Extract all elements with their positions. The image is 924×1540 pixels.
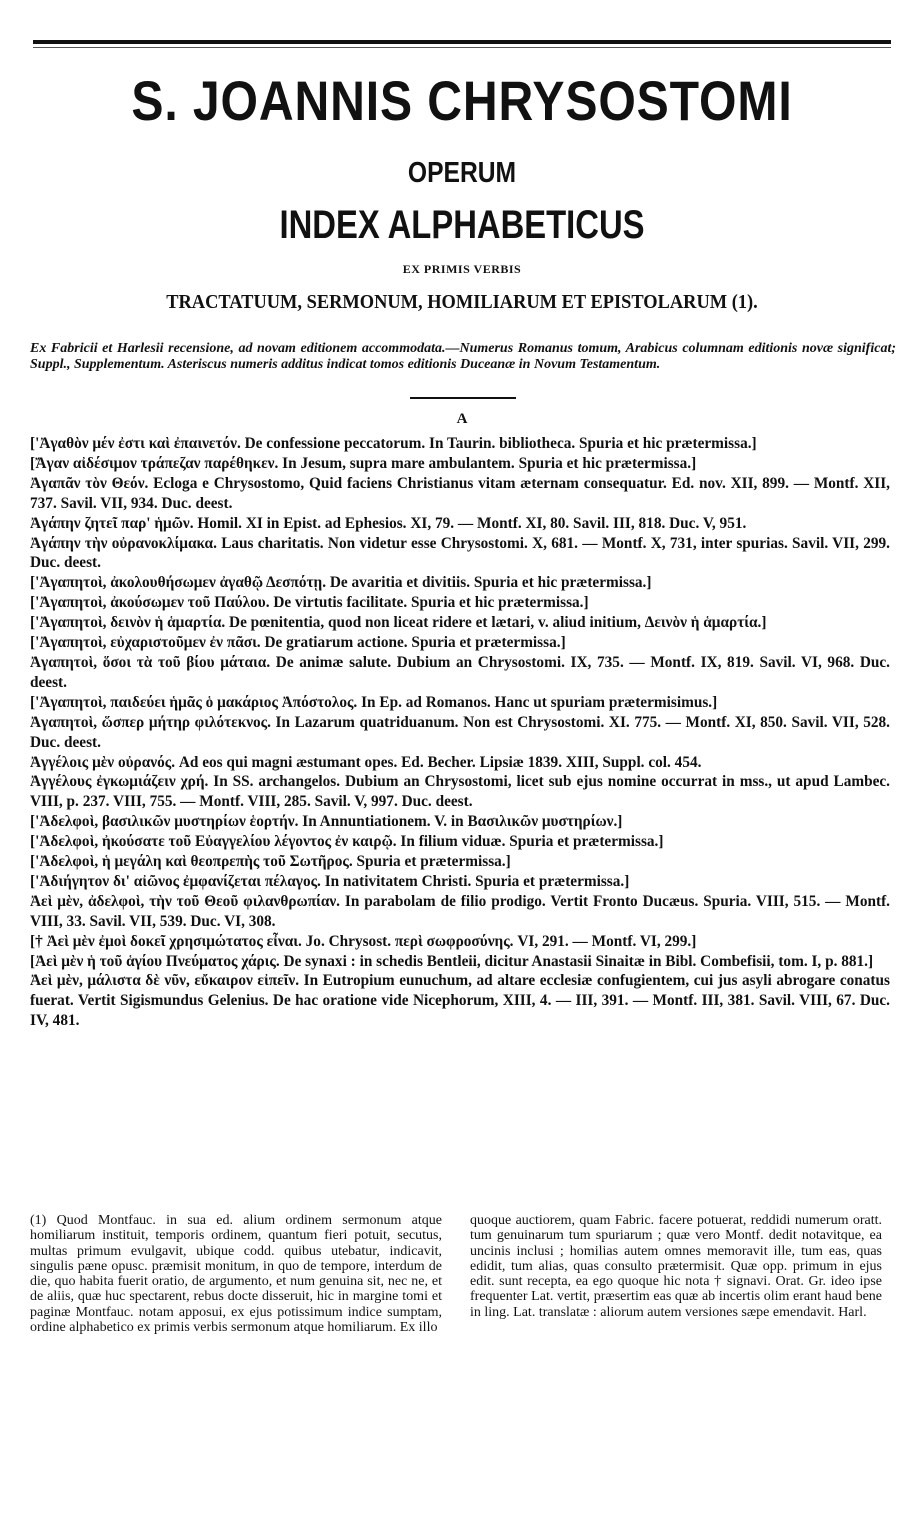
index-entry: ['Ἀδιήγητον δι' αἰῶνος ἐμφανίζεται πέλαγος. In nativitatem Christi. Spuria et prætermissa.] [30, 872, 630, 890]
index-entry: ['Ἀγαπητοὶ, παιδεύει ἡμᾶς ὁ μακάριος Ἀπόστολος. In Ep. ad Romanos. Hanc ut spuriam prætermisimus.] [30, 693, 718, 711]
subtitle-tractatuum: TRACTATUUM, SERMONUM, HOMILIARUM ET EPISTOLARUM (1). [166, 291, 758, 313]
index-entry: [Ἄγαν αἰδέσιμον τράπεζαν παρέθηκεν. In Jesum, supra mare ambulantem. Spuria et hic prætermissa.] [30, 454, 697, 472]
index-entry: ['Ἀδελφοὶ, ἠκούσατε τοῦ Εὐαγγελίου λέγοντος ἐν καιρῷ. In filium viduæ. Spuria et prætermissa.] [30, 833, 664, 851]
index-entry: ['Ἀγαπητοὶ, εὐχαριστοῦμεν ἐν πᾶσι. De gratiarum actione. Spuria et prætermissa.] [30, 634, 566, 652]
subtitle-ex-primis: EX PRIMIS VERBIS [402, 262, 522, 276]
index-entry: ['Ἀγαθὸν μέν ἐστι καὶ ἐπαινετόν. De confessione peccatorum. In Taurin. bibliotheca. Spuria et hic prætermissa.] [30, 435, 757, 452]
index-entry: Ἀγγέλους ἐγκωμιάζειν χρή. In SS. archangelos. Dubium an Chrysostomi, licet sub ejus nomine occurrat in mss., ut apud Lambec. VIII, p. 237. VIII, 755. — Montf. VIII, 285. Savil. V, 997. Duc. deest. [30, 773, 890, 811]
index-entry: Ἀεὶ μὲν, ἀδελφοὶ, τὴν τοῦ Θεοῦ φιλανθρωπίαν. In parabolam de filio prodigo. Vertit Fronto Ducæus. Spuria. VIII, 515. — Montf. VIII, 33. Savil. VII, 539. Duc. VI, 308. [30, 892, 890, 930]
top-rule-thin [33, 47, 891, 48]
main-title: S. JOANNIS CHRYSOSTOMI [131, 69, 793, 132]
index-entry: Ἀγάπην ζητεῖ παρ' ἡμῶν. Homil. XI in Epist. ad Ephesios. XI, 79. — Montf. XI, 80. Savil. III, 818. Duc. V, 951. [30, 514, 747, 532]
index-entry: [† Ἀεὶ μὲν ἐμοὶ δοκεῖ χρησιμώτατος εἶναι. Jo. Chrysost. περὶ σωφροσύνης. VI, 291. — Montf. VI, 299.] [30, 932, 697, 950]
index-entry: ['Ἀδελφοὶ, ἡ μεγάλη καὶ θεοπρεπὴς τοῦ Σωτῆρος. Spuria et prætermissa.] [30, 853, 511, 871]
index-entry: Ἀγγέλοις μὲν οὐρανός. Ad eos qui magni æstumant opes. Ed. Becher. Lipsiæ 1839. XIII, Suppl. col. 454. [30, 753, 702, 771]
footnote-right-column: quoque auctiorem, quam Fabric. facere potuerat, reddidi numerum oratt. tum genuinarum tum spuriarum ; quæ vero Montf. dedit notavitque, ea uncinis inclusi ; homilias autem omnes memoravit ille, tum eas, quas edidit, tum alias, quas consulto prætermisit. Quæ opp. primum in ejus edit. sunt recepta, ea ego quoque hic nota † signavi. Orat. Gr. ideo ipse frequenter Lat. vertit, præsertim eas quæ ab incertis olim erant haud bene in ling. Lat. translatæ : aliorum autem versiones sæpe emendavit. Harl. [470, 1213, 882, 1320]
subtitle-operum: OPERUM [407, 157, 517, 189]
index-entry: ['Ἀγαπητοὶ, ἀκούσωμεν τοῦ Παύλου. De virtutis facilitate. Spuria et hic prætermissa.] [30, 594, 589, 612]
footnote-left-column: (1) Quod Montfauc. in sua ed. alium ordinem sermonum atque homiliarum instituit, temporis ordinem, quantum fieri potuit, secutus, multas primum evulgavit, ubique codd. quibus utebatur, indicavit, singulis pæne opusc. præmisit monitum, in quo de tempore, interdum de die, quo habita fuerit oratio, de argumento, et num genuina sit, nec ne, et de aliis, quæ huc spectarent, rebus docte disseruit, hic in margine tomi et paginæ Montfauc. notam apposui, ex ejus potissimum indice sumptam, ordine alphabetico ex primis verbis sermonum atque homiliarum. Ex illo [30, 1213, 442, 1336]
index-entry: Ἀγαπᾶν τὸν Θεόν. Ecloga e Chrysostomo, Quid faciens Christianus vitam æternam consequatur. Ed. nov. XII, 899. — Montf. XII, 737. Savil. VII, 934. Duc. deest. [30, 474, 890, 512]
index-entries [30, 434, 890, 1031]
editorial-note: Ex Fabricii et Harlesii recensione, ad novam editionem accommodata.—Numerus Romanus tomum, Arabicus columnam editionis novæ significat; Suppl., Supplementum. Asteriscus numeris additus indicat tomos editionis Duceanæ in Novum Testamentum. [30, 341, 896, 372]
index-entry: [Ἀεὶ μὲν ἡ τοῦ ἁγίου Πνεύματος χάρις. De synaxi : in schedis Bentleii, dicitur Anastasii Sinaitæ in Bibl. Combefisii, tom. I, p. 881.] [30, 952, 874, 970]
index-entry: ['Ἀδελφοὶ, βασιλικῶν μυστηρίων ἑορτήν. In Annuntiationem. V. in Βασιλικῶν μυστηρίων.] [30, 813, 623, 831]
section-rule [410, 397, 516, 399]
subtitle-index: INDEX ALPHABETICUS [279, 203, 645, 247]
index-entry: ['Ἀγαπητοὶ, δεινὸν ἡ ἁμαρτία. De pœnitentia, quod non liceat ridere et lætari, v. aliud initium, Δεινὸν ἡ ἁμαρτία.] [30, 614, 767, 632]
index-entry: ['Ἀγαπητοὶ, ἀκολουθήσωμεν ἀγαθῷ Δεσπότῃ. De avaritia et divitiis. Spuria et hic prætermissa.] [30, 574, 652, 592]
section-letter: A [456, 411, 468, 427]
top-rule [33, 40, 891, 44]
index-entry: Ἀεὶ μὲν, μάλιστα δὲ νῦν, εὔκαιρον εἰπεῖν. In Eutropium eunuchum, ad altare ecclesiæ confugientem, cui jus asyli abrogare conatus fuerat. Vertit Sigismundus Gelenius. De hac oratione vide Nicephorum, XIII, 4. — III, 391. — Montf. III, 381. Savil. VIII, 67. Duc. IV, 481. [30, 972, 890, 1030]
index-entry: Ἀγαπητοὶ, ὅσοι τὰ τοῦ βίου μάταια. De animæ salute. Dubium an Chrysostomi. IX, 735. — Montf. IX, 819. Savil. VI, 968. Duc. deest. [30, 653, 890, 691]
index-entry: Ἀγάπην τὴν οὐρανοκλίμακα. Laus charitatis. Non videtur esse Chrysostomi. X, 681. — Montf. X, 731, inter spurias. Savil. VII, 299. Duc. deest. [30, 534, 890, 572]
index-entry: Ἀγαπητοὶ, ὥσπερ μήτηρ φιλότεκνος. In Lazarum quatriduanum. Non est Chrysostomi. XI. 775. — Montf. XI, 850. Savil. VII, 528. Duc. deest. [30, 713, 890, 751]
